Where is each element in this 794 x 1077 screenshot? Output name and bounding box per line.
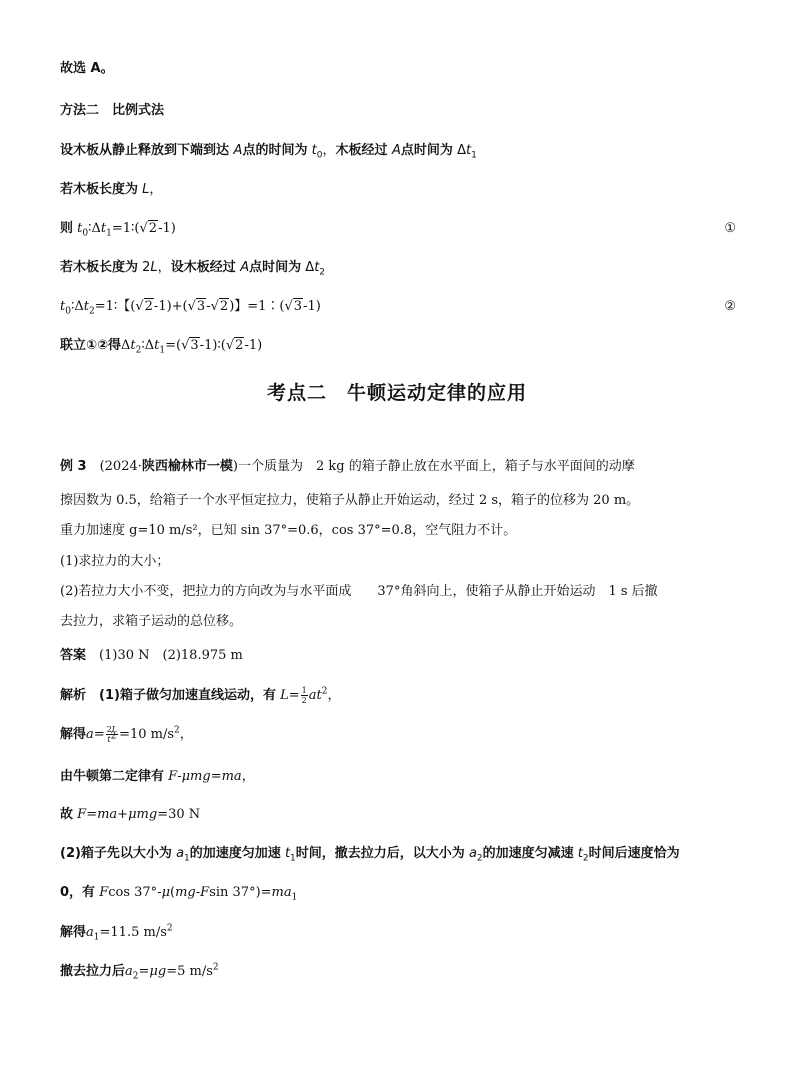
answer-text: (1)30 N (2)18.975 m — [99, 648, 243, 663]
answer-label: 答案 — [60, 648, 87, 663]
equation-2: $t_0∶\Delta t_2=1∶$【(√2-1)+(√3-√2)】=1∶(√3-1) — [60, 299, 321, 317]
analysis-line-2: 解得a= $\frac{2L}{t^2}$ =10 $m/s^2$， — [60, 725, 193, 744]
text: 方法二 比例式法 — [60, 103, 165, 118]
text: 点的时间为 — [242, 143, 308, 158]
text: 0，有 — [60, 885, 96, 900]
example-line-3: 重力加速度 g=10 m/s²，已知 sin 37°=0.6，cos 37°=0.8，空气阻力不计。 — [60, 523, 517, 538]
line-choose-a — [60, 60, 114, 78]
text: 若木板长度为 — [60, 182, 139, 197]
text: 故选 A。 — [60, 61, 114, 76]
text: 若木板长度为 — [60, 260, 139, 275]
section-title: 考点二 牛顿运动定律的应用 — [266, 382, 527, 404]
line-length-l: 若木板长度为 L， — [60, 182, 163, 197]
text: 解得 — [60, 925, 87, 940]
text: 木板经过 — [335, 143, 388, 158]
equation-combined: 联立①②得$\Delta t_2∶\Delta t_1=(√3-1)∶(√2-1)$ — [60, 338, 263, 356]
text: )一个质量为 2 kg 的箱子静止放在水平面上，箱子与水平面间的动摩 — [232, 459, 635, 474]
analysis-line-4: 故 F=ma+μmg=30 N — [60, 807, 201, 822]
example-line-2: 擦因数为 0.5，给箱子一个水平恒定拉力，使箱子从静止开始运动，经过 2 s，箱子的位移为 20 m。 — [60, 493, 640, 508]
question-2-cont: 去拉力，求箱子运动的总位移。 — [60, 614, 243, 629]
analysis-line-3: 由牛顿第二定律有 F-μmg=ma， — [60, 769, 255, 784]
text: 的加速度匀减速 — [482, 846, 574, 861]
question-2: (2)若拉力大小不变，把拉力的方向改为与水平面成 37°角斜向上，使箱子从静止开始运动 1 s 后撤 — [60, 584, 658, 599]
example-source: 陕西榆林市一模 — [141, 459, 233, 474]
analysis-line-6: 0，有 Fcos 37°-μ(mg-Fsin $37^\circ)=ma_1$ — [60, 885, 298, 903]
text: 故 — [60, 807, 74, 822]
text: 由牛顿第二定律有 — [60, 769, 165, 784]
text: 设木板经过 — [170, 260, 236, 275]
example-label: 例 3 — [60, 459, 87, 474]
text: 点时间为 — [249, 260, 302, 275]
text: 联立①②得 — [60, 338, 122, 353]
text: 撤去拉力后 — [60, 964, 126, 979]
text: 解得 — [60, 727, 87, 742]
text: 点时间为 — [400, 143, 453, 158]
analysis-line-8: 撤去拉力后$a_2=\mu g=5$ $m/s^2$ — [60, 962, 219, 982]
text: 时间，撤去拉力后，以大小为 — [295, 846, 465, 861]
analysis-line-5: (2)箱子先以大小为 $a_1$的加速度匀加速 $t_1$时间，撤去拉力后，以大小为 $a_2$的加速度匀减速 $t_2$时间后速度恰为 — [60, 846, 680, 864]
equation-1: 则 $t_0∶\Delta t_1=1∶(√2-1)$ — [60, 221, 176, 239]
example-line-1 — [60, 458, 635, 476]
question-1: (1)求拉力的大小； — [60, 554, 170, 569]
analysis-line-1: 解析 (1)箱子做匀加速直线运动，有 L= $\frac{1}{2}$ $at^2$， — [60, 686, 341, 705]
text: 设木板从静止释放到下端到达 — [60, 143, 230, 158]
equation-number-1: ① — [724, 221, 736, 236]
text: 时间后速度恰为 — [588, 846, 680, 861]
text: (1)箱子做匀加速直线运动，有 — [99, 688, 276, 703]
analysis-label: 解析 — [60, 688, 87, 703]
text: (2)箱子先以大小为 — [60, 846, 172, 861]
answer-line — [60, 647, 243, 665]
text: 的加速度匀加速 — [189, 846, 281, 861]
method-two-heading — [60, 102, 164, 120]
text: (2024· — [99, 459, 142, 474]
line-setup-time: 设木板从静止释放到下端到达 A点的时间为 $t_0$，木板经过 A点时间为 $\Delta t_1$ — [60, 143, 477, 161]
analysis-line-7: 解得$a_1=11.5$ $m/s^2$ — [60, 923, 173, 943]
line-length-2l: 若木板长度为 2L，设木板经过 A点时间为 $\Delta t_2$ — [60, 260, 326, 278]
var-a: A — [233, 143, 243, 158]
equation-number-2: ② — [724, 299, 736, 314]
